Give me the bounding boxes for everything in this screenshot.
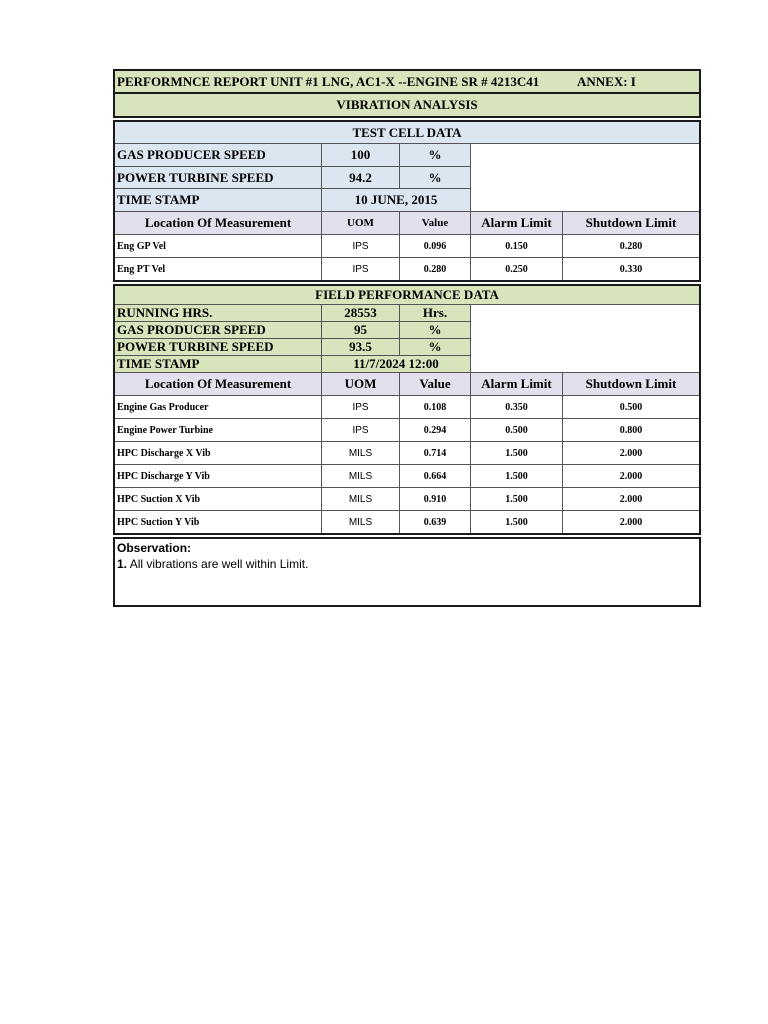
fd-col-uom: UOM [322, 373, 400, 396]
fd-row-uom: MILS [322, 488, 400, 511]
fd-row-location: HPC Discharge Y Vib [115, 465, 322, 488]
fd-row-value: 0.910 [400, 488, 471, 511]
tc-pt-speed-row [115, 167, 471, 189]
fd-row-location: HPC Suction X Vib [115, 488, 322, 511]
fd-empty-area [471, 305, 699, 373]
fd-col-value: Value [400, 373, 471, 396]
tc-gp-speed-value: 100 [322, 144, 400, 167]
test-cell-params [115, 144, 699, 212]
subtitle-row [115, 94, 699, 118]
fd-time-value: 11/7/2024 12:00 [322, 356, 471, 373]
table-row [115, 258, 699, 280]
report-title: PERFORMNCE REPORT UNIT #1 LNG, AC1-X --ENGINE SR # 4213C41 [117, 73, 540, 89]
fd-row-value: 0.714 [400, 442, 471, 465]
fd-gp-speed-row [115, 322, 471, 339]
tc-row-value: 0.096 [400, 235, 471, 258]
field-title: FIELD PERFORMANCE DATA [315, 287, 499, 302]
observation-box [113, 537, 701, 607]
fd-time-row [115, 356, 471, 373]
fd-row-location: Engine Gas Producer [115, 396, 322, 419]
fd-row-shutdown: 2.000 [619, 516, 643, 528]
tc-gp-speed-unit: % [400, 144, 471, 167]
fd-time-label: TIME STAMP [115, 356, 322, 373]
fd-row-uom: IPS [322, 419, 400, 442]
fd-row-shutdown: 2.000 [563, 488, 699, 511]
fd-row-uom: MILS [322, 465, 400, 488]
fd-running-unit: Hrs. [400, 305, 471, 322]
tc-row-shutdown: 0.280 [563, 235, 699, 258]
fd-row-alarm: 0.500 [471, 419, 563, 442]
test-cell-title-row [115, 122, 699, 144]
tc-col-location: Location Of Measurement [115, 212, 322, 235]
table-row [115, 488, 699, 511]
fd-row-location: HPC Discharge X Vib [115, 442, 322, 465]
fd-row-value: 0.294 [400, 419, 471, 442]
tc-row-location: Eng PT Vel [115, 258, 322, 280]
fd-row-alarm: 1.500 [471, 442, 563, 465]
field-param-table [115, 305, 471, 373]
field-title-row [115, 286, 699, 305]
observation-item-text: All vibrations are well within Limit. [127, 557, 309, 571]
field-performance-section [113, 284, 701, 535]
tc-row-location: Eng GP Vel [115, 235, 322, 258]
annex-label: ANNEX: I [577, 73, 636, 89]
tc-gp-speed-row [115, 144, 471, 167]
table-row [115, 465, 699, 488]
table-row [115, 396, 699, 419]
fd-running-value: 28553 [322, 305, 400, 322]
tc-empty-area [471, 144, 699, 212]
fd-pt-speed-row [115, 339, 471, 356]
tc-col-value: Value [400, 212, 471, 235]
report-header [113, 69, 701, 118]
observation-item [117, 557, 697, 571]
fd-gp-speed-value: 95 [322, 322, 400, 339]
observation-item-number: 1. [117, 557, 128, 571]
fd-row-location: HPC Suction Y Vib [115, 511, 322, 533]
table-row [115, 442, 699, 465]
tc-col-shutdown: Shutdown Limit [563, 212, 699, 235]
fd-col-shutdown: Shutdown Limit [563, 373, 699, 396]
tc-column-header [115, 212, 699, 235]
fd-col-location: Location Of Measurement [115, 373, 322, 396]
fd-row-shutdown: 0.500 [563, 396, 699, 419]
tc-time-row [115, 189, 471, 212]
tc-row-alarm: 0.150 [471, 235, 563, 258]
tc-time-value: 10 JUNE, 2015 [322, 189, 471, 212]
fd-pt-speed-unit: % [400, 339, 471, 356]
tc-row-uom: IPS [322, 258, 400, 280]
fd-row-alarm: 0.350 [471, 396, 563, 419]
fd-row-value: 0.639 [400, 511, 471, 533]
tc-col-uom: UOM [322, 212, 400, 235]
fd-row-alarm: 1.500 [471, 488, 563, 511]
tc-col-alarm: Alarm Limit [471, 212, 563, 235]
tc-time-label: TIME STAMP [115, 189, 322, 212]
fd-row-value: 0.108 [400, 396, 471, 419]
fd-gp-speed-unit: % [400, 322, 471, 339]
vibration-analysis-title: VIBRATION ANALYSIS [336, 97, 478, 112]
fd-pt-speed-label: POWER TURBINE SPEED [115, 339, 322, 356]
tc-gp-speed-label: GAS PRODUCER SPEED [115, 144, 322, 167]
test-cell-title: TEST CELL DATA [352, 124, 462, 140]
table-row [115, 235, 699, 258]
fd-row-alarm: 1.500 [471, 465, 563, 488]
observation-title: Observation: [117, 541, 192, 555]
tc-pt-speed-value: 94.2 [322, 167, 400, 189]
fd-gp-speed-label: GAS PRODUCER SPEED [115, 322, 322, 339]
fd-pt-speed-value: 93.5 [322, 339, 400, 356]
table-row [115, 511, 699, 533]
fd-row-uom: MILS [322, 442, 400, 465]
tc-pt-speed-unit: % [400, 167, 471, 189]
test-cell-param-table [115, 144, 471, 212]
tc-row-uom: IPS [322, 235, 400, 258]
report-sheet [113, 69, 701, 607]
table-row [115, 419, 699, 442]
field-params [115, 305, 699, 373]
tc-row-alarm: 0.250 [471, 258, 563, 280]
title-row [115, 71, 699, 94]
tc-row-shutdown: 0.330 [619, 263, 643, 275]
fd-row-shutdown: 2.000 [563, 442, 699, 465]
fd-row-uom: MILS [322, 511, 400, 533]
fd-col-alarm: Alarm Limit [471, 373, 563, 396]
fd-column-header [115, 373, 699, 396]
fd-row-value: 0.664 [400, 465, 471, 488]
fd-row-shutdown: 0.800 [563, 419, 699, 442]
fd-row-uom: IPS [322, 396, 400, 419]
tc-row-value: 0.280 [400, 258, 471, 280]
tc-pt-speed-label: POWER TURBINE SPEED [115, 167, 322, 189]
test-cell-section [113, 120, 701, 282]
fd-row-alarm: 1.500 [471, 511, 563, 533]
fd-running-row [115, 305, 471, 322]
fd-row-shutdown: 2.000 [563, 465, 699, 488]
fd-row-location: Engine Power Turbine [115, 419, 322, 442]
fd-running-label: RUNNING HRS. [115, 305, 322, 322]
